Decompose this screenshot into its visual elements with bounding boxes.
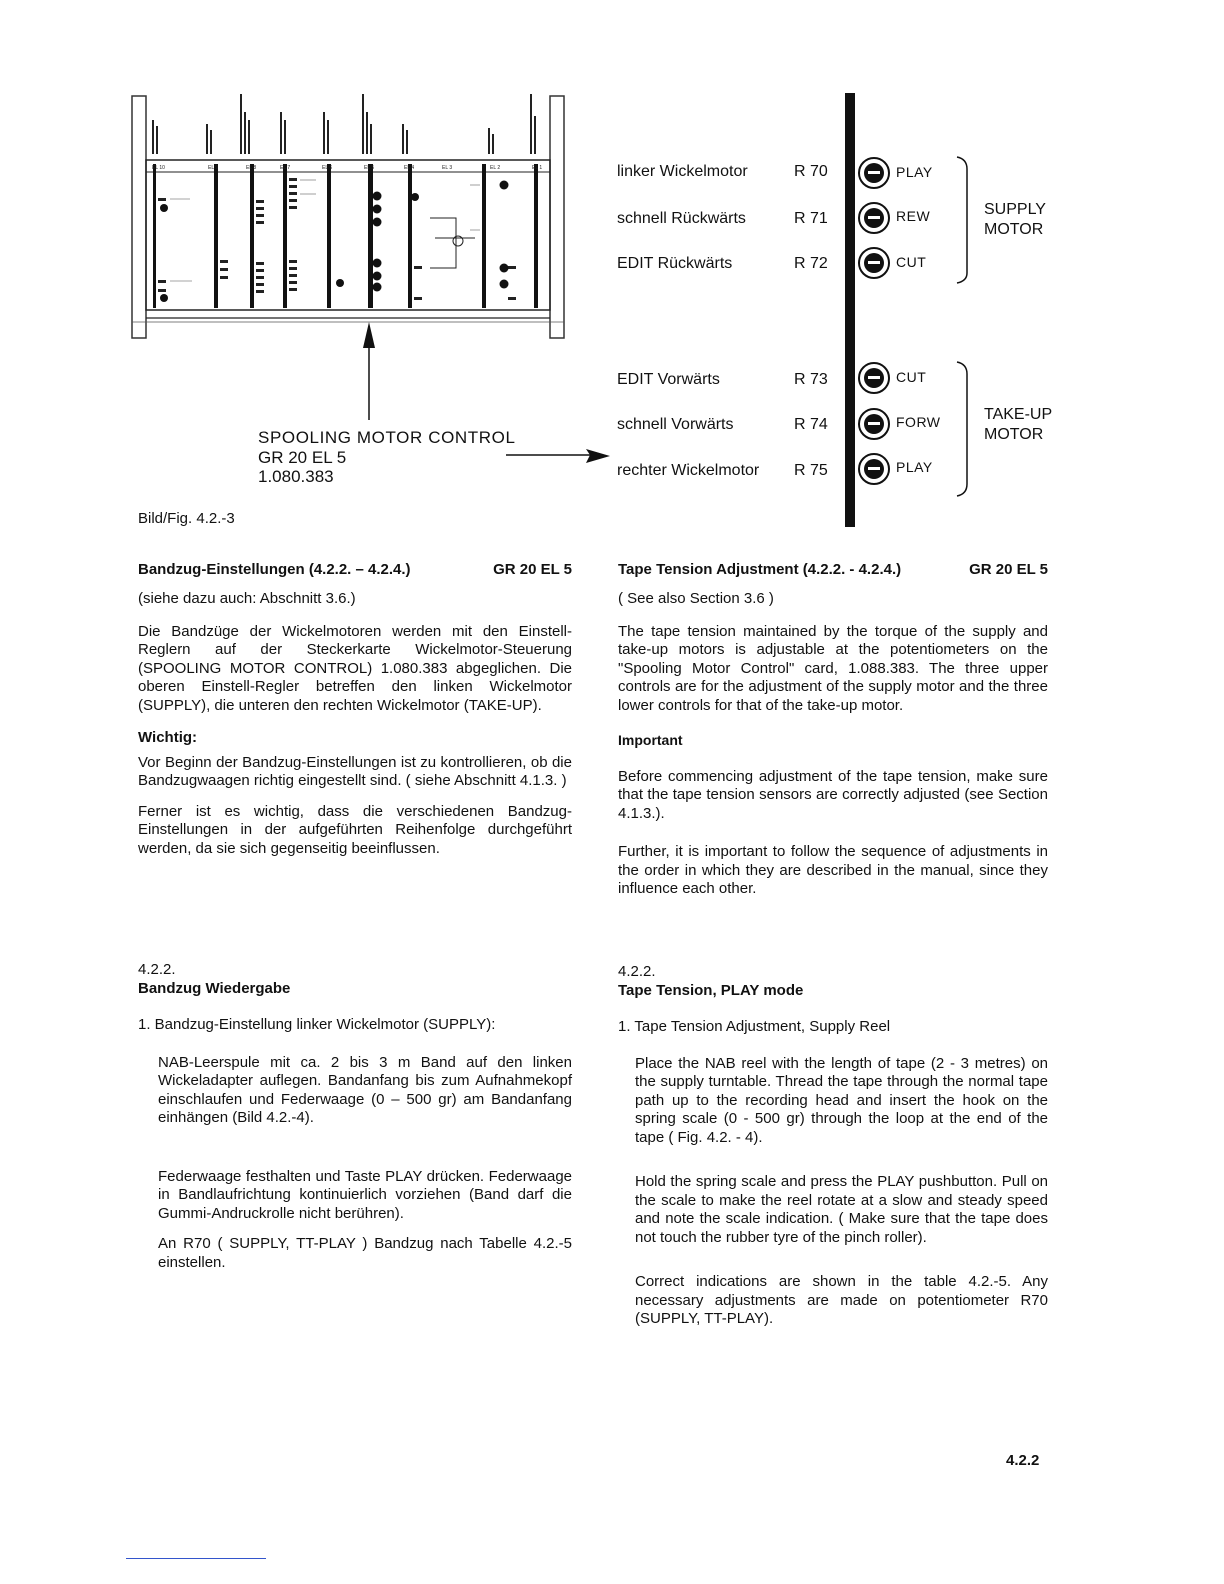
english-heading-ref: GR 20 EL 5 xyxy=(969,561,1048,578)
german-important-heading: Wichtig: xyxy=(138,729,198,746)
potentiometer-r71 xyxy=(858,202,890,234)
english-para1: Place the NAB reel with the length of tape (2 - 3 metres) on the supply turntable. Thread the tape through the normal tape path up to the recording head and insert the hook on the spring scale (0 - 500 gr) through the loop at the end of the tape ( Fig. 4.2. - 4). xyxy=(635,1054,1048,1146)
german-intro: Die Bandzüge der Wickelmotoren werden mit den Einstell-Reglern auf der Steckerkarte Wickelmotor-Steuerung (SPOOLING MOTOR CONTROL) 1.080.383 abgeglichen. Die oberen Einstell-Regler betreffen den linken Wickelmotor (SUPPLY), die unteren den rechten Wickelmotor (TAKE-UP). xyxy=(138,622,572,714)
english-heading: Tape Tension Adjustment (4.2.2. - 4.2.4.) xyxy=(618,561,902,578)
german-section-title: Bandzug Wiedergabe xyxy=(138,979,291,997)
board-label-el-10: EL 10 xyxy=(152,165,165,171)
pot-panel-strip xyxy=(845,93,855,527)
potentiometer-r73 xyxy=(858,362,890,394)
takeup-row-2-ref: R 74 xyxy=(794,416,828,433)
board-label-el-5: EL 5 xyxy=(364,165,375,171)
german-see-also: (siehe dazu auch: Abschnitt 3.6.) xyxy=(138,590,356,607)
german-section-422 xyxy=(138,961,572,1272)
pointer-label xyxy=(258,428,516,487)
german-step1: 1. Bandzug-Einstellung linker Wickelmotor (SUPPLY): xyxy=(138,1016,496,1033)
english-important-text: Before commencing adjustment of the tape tension, make sure that the tape tension sensors are correctly adjusted (see Section 4.1.3.). xyxy=(618,767,1048,822)
pointer-label-line2: GR 20 EL 5 xyxy=(258,447,347,467)
footer-rule xyxy=(126,1558,266,1559)
supply-motor-label xyxy=(984,200,1046,240)
supply-row-2-desc: schnell Rückwärts xyxy=(617,210,746,227)
english-see-also: ( See also Section 3.6 ) xyxy=(618,590,774,607)
german-para2: Federwaage festhalten und Taste PLAY drücken. Federwaage in Bandlaufrichtung kontinuierlich vorziehen (Band darf die Gummi-Andruckrolle nicht berühren). xyxy=(158,1167,572,1222)
supply-brace-icon xyxy=(955,155,975,285)
german-important-text: Vor Beginn der Bandzug-Einstellungen ist zu kontrollieren, ob die Bandzugwaagen richtig eingestellt sind. ( siehe Abschnitt 4.1.3. ) xyxy=(138,753,572,789)
takeup-row-2-desc: schnell Vorwärts xyxy=(617,416,734,433)
board-label-el-1: EL 1 xyxy=(532,165,543,171)
takeup-row-1-ref: R 73 xyxy=(794,371,828,388)
figure-caption: Bild/Fig. 4.2.-3 xyxy=(138,510,235,527)
supply-motor-label-line1: SUPPLY xyxy=(984,201,1046,218)
german-sequence-text: Ferner ist es wichtig, dass die verschiedenen Bandzug-Einstellungen in der aufgeführten Reihenfolge durchgeführt werden, da sie sich gegenseitig beeinflussen. xyxy=(138,802,572,857)
takeup-motor-label xyxy=(984,405,1052,445)
german-column xyxy=(138,561,572,858)
card-rack-diagram xyxy=(130,90,570,470)
board-label-el-6: EL 6 xyxy=(322,165,333,171)
pointer-label-line3: 1.080.383 xyxy=(258,467,334,486)
supply-row-1-desc: linker Wickelmotor xyxy=(617,163,748,180)
supply-row-1-ref: R 70 xyxy=(794,163,828,180)
german-para1: NAB-Leerspule mit ca. 2 bis 3 m Band auf den linken Wickeladapter auflegen. Bandanfang bis zum Aufnahmekopf einschlaufen und Federwaage (0 – 500 gr) am Bandanfang einhängen (Bild 4.2.-4). xyxy=(158,1053,572,1126)
potentiometer-r74 xyxy=(858,408,890,440)
takeup-row-3-desc: rechter Wickelmotor xyxy=(617,462,760,479)
board-label-el-3: EL 3 xyxy=(442,165,453,171)
german-heading-ref: GR 20 EL 5 xyxy=(493,561,572,578)
pointer-arrow xyxy=(506,446,616,466)
pointer-label-line1: SPOOLING MOTOR CONTROL xyxy=(258,428,516,447)
takeup-row-1-pot: CUT xyxy=(896,369,927,385)
potentiometer-r75 xyxy=(858,453,890,485)
takeup-row-3-pot: PLAY xyxy=(896,459,933,475)
board-label-el-4: EL 4 xyxy=(404,165,415,171)
german-section-number: 4.2.2. xyxy=(138,961,176,978)
english-important-heading: Important xyxy=(618,732,683,748)
german-para3: An R70 ( SUPPLY, TT-PLAY ) Bandzug nach Tabelle 4.2.-5 einstellen. xyxy=(158,1235,572,1271)
takeup-brace-icon xyxy=(955,360,975,498)
english-para3: Correct indications are shown in the table 4.2.-5. Any necessary adjustments are made on potentiometer R70 (SUPPLY, TT-PLAY). xyxy=(635,1273,1048,1327)
potentiometer-r70 xyxy=(858,157,890,189)
page-number: 4.2.2 xyxy=(1006,1452,1040,1469)
board-label-el-8: EL 8 xyxy=(246,165,257,171)
supply-row-3-desc: EDIT Rückwärts xyxy=(617,255,733,272)
supply-row-3-pot: CUT xyxy=(896,254,927,270)
takeup-row-2-pot: FORW xyxy=(896,414,941,430)
german-heading: Bandzug-Einstellungen (4.2.2. – 4.2.4.) xyxy=(138,561,411,578)
english-intro: The tape tension maintained by the torque of the supply and take-up motors is adjustable at the potentiometers on the "Spooling Motor Control" card, 1.088.383. The three upper controls are for the adjustment of the supply motor and the three lower controls for that of the take-up motor. xyxy=(618,622,1048,714)
supply-row-2-ref: R 71 xyxy=(794,210,828,227)
english-section-title: Tape Tension, PLAY mode xyxy=(618,981,804,999)
english-para2: Hold the spring scale and press the PLAY pushbutton. Pull on the scale to make the reel rotate at a slow and steady speed and note the scale indication. ( Make sure that the tape does not touch the rubber tyre of the pinch roller). xyxy=(635,1173,1048,1246)
board-label-el-2: EL 2 xyxy=(490,165,501,171)
english-step1: 1. Tape Tension Adjustment, Supply Reel xyxy=(618,1018,891,1035)
board-label-el-7: EL 7 xyxy=(280,165,291,171)
supply-row-1-pot: PLAY xyxy=(896,164,933,180)
supply-motor-label-line2: MOTOR xyxy=(984,221,1044,238)
takeup-motor-label-line1: TAKE-UP xyxy=(984,406,1053,423)
takeup-row-3-ref: R 75 xyxy=(794,462,828,479)
english-column xyxy=(618,561,1048,899)
supply-row-2-pot: REW xyxy=(896,208,931,224)
english-sequence-text: Further, it is important to follow the sequence of adjustments in the order in which they are described in the manual, since they influence each other. xyxy=(618,843,1048,897)
potentiometer-r72 xyxy=(858,247,890,279)
board-label-el-9: EL 9 xyxy=(208,165,219,171)
english-section-422 xyxy=(618,963,1048,1329)
english-section-number: 4.2.2. xyxy=(618,963,656,980)
supply-row-3-ref: R 72 xyxy=(794,255,828,272)
takeup-row-1-desc: EDIT Vorwärts xyxy=(617,371,720,388)
takeup-motor-label-line2: MOTOR xyxy=(984,426,1044,443)
